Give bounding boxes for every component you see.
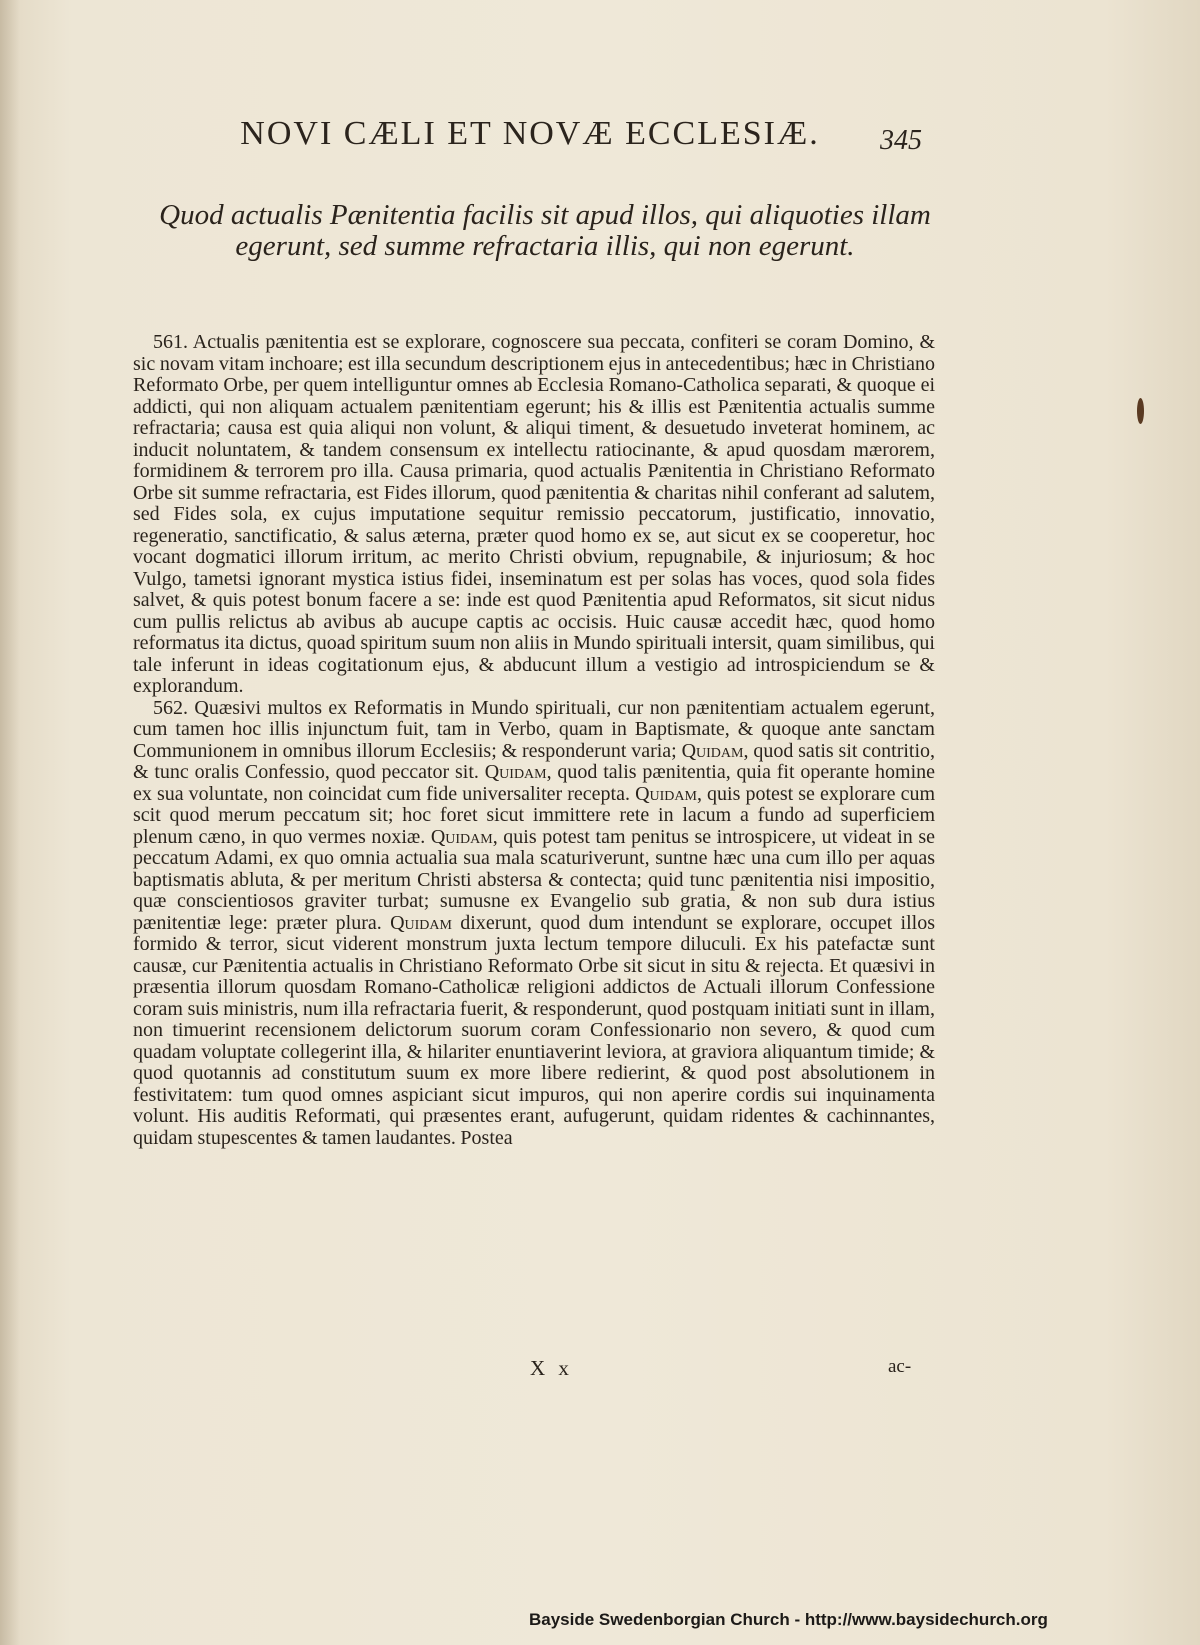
section-title: Quod actualis Pænitentia facilis sit apud illos, qui aliquoties illam egerunt, sed summe refractaria illis, qui non egerunt.: [159, 199, 931, 262]
running-title: NOVI CÆLI ET NOVÆ ECCLESIÆ.: [240, 115, 820, 152]
paragraph-562-opening: 562. Quæsivi multos ex Reformatis in Mundo spirituali, cur non pænitentiam actualem egerunt, cum tamen hoc illis injunctum fuit, tam in Verbo, quam in Baptismate, & quoque ante sanctam Communionem in omnibus illorum Ecclesiis; & responderunt varia;: [133, 696, 935, 762]
paragraph-561: 561. Actualis pænitentia est se explorare, cognoscere sua peccata, confiteri se coram Domino, & sic novam vitam inchoare; est illa secundum descriptionem ejus in antecedentibus; hæc in Christiano Reformato Orbe, per quem intelliguntur omnes ab Ecclesia Romano-Catholica separati, & quoque ei addicti, qui non aliquam actualem pænitentiam egerunt; his & illis est Pænitentia actualis summe refractaria; causa est quia aliqui non volunt, & aliqui timent, & desuetudo inveterat hominem, ac inducit noluntatem, & tandem consensum ex intellectu ratiocinante, & apud quosdam mærorem, formidinem & terrorem pro illa. Causa primaria, quod actualis Pænitentia in Christiano Reformato Orbe sit summe refractaria, est Fides illorum, quod pænitentia & charitas nihil conferant ad salutem, sed Fides sola, ex cujus imputatione sequitur remissio peccatorum, justificatio, innovatio, regeneratio, sanctificatio, & salus æterna, præter quod homo ex se, aut sicut ex se cooperetur, hoc vocant dogmatici illorum irritum, ac merito Christi obvium, repugnabile, & injuriosum; & hoc Vulgo, tametsi ignorant mystica istius fidei, inseminatum est per solas has voces, quod sola fides salvet, & quis potest bonum facere a se: inde est quod Pænitentia apud Reformatos, sit sicut nidus cum pullis relictus ab avibus ab aucupe captis ac occisis. Huic causæ accedit hæc, quod homo reformatus ita dictus, quoad spiritum suum non aliis in Mundo spirituali intersit, quam similibus, qui tale inferunt in ideas cogitationum ejus, & abducunt illum a vestigio ad introspiciendum se & explorandum.: [133, 331, 935, 697]
paragraph-562-answer-1: , quod satis sit contritio, & tunc oralis Confessio, quod peccator sit.: [133, 739, 936, 783]
paragraph-562: [133, 698, 935, 1150]
spine-shadow: [0, 0, 20, 1645]
page-number: 345: [880, 125, 922, 156]
catchword: ac-: [888, 1356, 912, 1377]
ink-spot: [1137, 398, 1144, 424]
quidam-5: Quidam: [390, 911, 452, 934]
quidam-1: Quidam: [681, 739, 744, 762]
paragraph-562-continuation: dixerunt, quod dum intendunt se explorare, occupet illos formido & terror, sicut viderent monstrum juxta lectum tempore diluculi. Ex his patefactæ sunt causæ, cur Pænitentia actualis in Christiano Reformato Orbe sit sicut in situ & rejecta. Et quæsivi in præsentia illorum quosdam Romano-Catholicæ religioni addictos de Actuali illorum Confessione coram suis ministris, num illa refractaria fuerit, & responderunt, quod postquam initiati sunt in illam, non timuerint recensionem delictorum suorum coram Confessionario non severo, & quod cum quadam voluptate collegerint illa, & hilariter enuntiaverint leviora, at graviora aliquantum timide; & quod quotannis ad constitutum suum ex more libere redierint, & quod post absolutionem in festivitatem: tum quod omnes aspiciant sicut impuros, qui non aperire cordis sui inquinamenta volunt. His auditis Reformati, qui præsentes erant, aufugerunt, quidam ridentes & cachinnantes, quidam stupescentes & tamen laudantes. Postea: [133, 911, 936, 1149]
quidam-3: Quidam: [635, 782, 697, 805]
signature-mark: X x: [530, 1356, 573, 1380]
quidam-4: Quidam: [430, 825, 493, 848]
paragraph-562-answer-3: , quis potest se explorare cum scit quod merum peccatum sit; hoc foret sicut immittere rete in lacum a fundo ad superficiem plenum cæno, in quo vermes noxiæ.: [133, 782, 936, 848]
paragraph-562-answer-4: , quis potest tam penitus se introspicere, ut videat in se peccatum Adami, ex quo omnia actualia sua mala scaturiverunt, suntne hæc una cum illo per aquas baptismatis abluta, & per meritum Christi abstersa & contecta; quid tunc pænitentia nisi impositio, quæ conscientiosos graviter turbat; sumusne ex Evangelio sub gratia, & non sub dura istius pænitentiæ lege: præter plura.: [133, 825, 935, 934]
body-text: [133, 332, 935, 1149]
paragraph-562-answer-2: , quod talis pænitentia, quia fit operante homine ex sua voluntate, non coincidat cum fide universaliter recepta.: [133, 761, 936, 805]
footer-credit: Bayside Swedenborgian Church - http://www.baysidechurch.org: [529, 1610, 1048, 1629]
quidam-2: Quidam: [484, 761, 547, 783]
